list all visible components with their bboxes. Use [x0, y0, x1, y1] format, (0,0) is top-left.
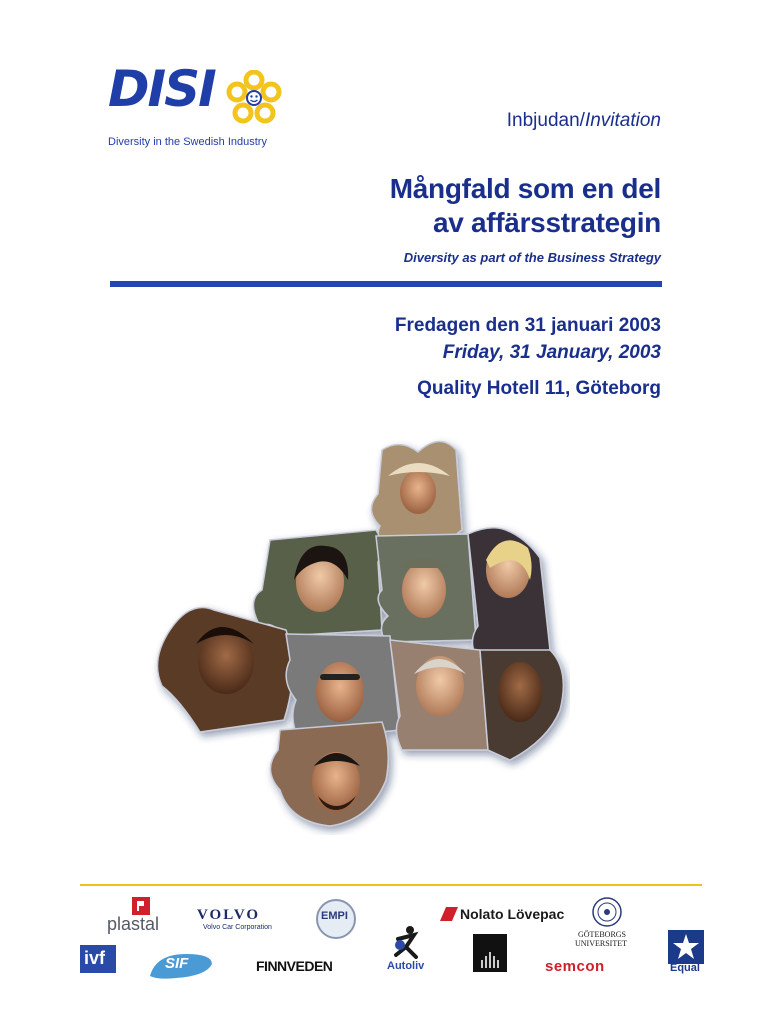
volvo-tagline: Volvo Car Corporation	[203, 924, 272, 931]
invitation-heading	[507, 110, 661, 132]
flower-icon	[226, 70, 282, 126]
semcon-logo: semcon	[545, 958, 605, 975]
volvo-logo: VOLVO	[197, 907, 261, 923]
puzzle-photo-collage	[150, 430, 570, 835]
logo-tagline: Diversity in the Swedish Industry	[108, 136, 267, 148]
event-date-english: Friday, 31 January, 2003	[442, 342, 661, 363]
autoliv-figure-icon	[392, 925, 422, 959]
university-seal-icon	[592, 897, 622, 927]
equal-logo: Equal	[670, 962, 700, 974]
disi-logo	[108, 60, 288, 154]
logo-wordmark: DISI	[108, 60, 215, 118]
divider-blue	[110, 281, 662, 287]
ivf-logo: ivf	[84, 948, 106, 968]
empi-logo: EMPI	[321, 910, 348, 922]
finnveden-logo: FINNVEDEN	[256, 958, 333, 974]
autoliv-logo: Autoliv	[387, 960, 425, 972]
university-name-line-2: UNIVERSITET	[575, 939, 627, 948]
invitation-swedish: Inbjudan/	[506, 110, 585, 131]
university-name-line-1: GÖTEBORGS	[578, 930, 627, 939]
plastal-logo: plastal	[107, 914, 160, 934]
title-line-1: Mångfald som en del	[389, 173, 661, 204]
document-subtitle: Diversity as part of the Business Strategy	[403, 250, 661, 265]
event-venue: Quality Hotell 11, Göteborg	[417, 378, 661, 399]
dark-square-logo	[473, 934, 507, 972]
plastal-icon	[132, 897, 150, 915]
divider-yellow	[80, 884, 702, 886]
nolato-icon	[440, 907, 458, 921]
nolato-logo: Nolato Lövepac	[460, 906, 565, 922]
sif-logo: SIF	[165, 955, 189, 972]
document-title	[390, 172, 661, 240]
event-date-swedish: Fredagen den 31 januari 2003	[394, 315, 661, 336]
title-line-2: av affärsstrategin	[432, 207, 661, 238]
invitation-english: Invitation	[584, 110, 661, 131]
equal-star-icon	[668, 930, 704, 964]
